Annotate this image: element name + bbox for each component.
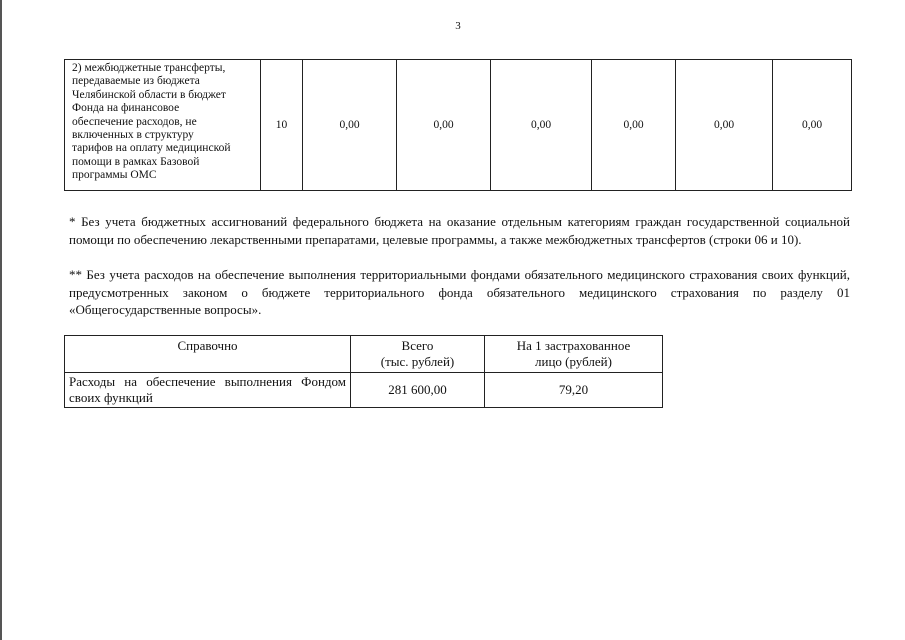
table-row (65, 60, 852, 191)
reference-per-person-value: 79,20 (485, 373, 663, 408)
expenses-table (64, 59, 852, 191)
reference-table (64, 335, 663, 408)
row-value-5: 0,00 (676, 60, 773, 191)
table-row (65, 373, 663, 408)
reference-header-total: Всего (тыс. рублей) (351, 336, 485, 373)
page-left-edge (0, 0, 2, 640)
reference-row-label: Расходы на обеспечение выполнения Фондом своих функций (65, 373, 351, 408)
row-line-code: 10 (261, 60, 303, 191)
row-description: 2) межбюджетные трансферты, передаваемые из бюджета Челябинской области в бюджет Фонда на финансовое обеспечение расходов, не включенных в структуру тарифов на оплату медицинской помощи в рамках Базовой программы ОМС (65, 60, 261, 191)
reference-header-label: Справочно (65, 336, 351, 373)
row-value-4: 0,00 (592, 60, 676, 191)
reference-header-per-person: На 1 застрахованное лицо (рублей) (485, 336, 663, 373)
footnote-2: ** Без учета расходов на обеспечение выполнения территориальными фондами обязательного медицинского страхования своих функций, предусмотренных законом о бюджете территориального фонда обязательного медицинского страхования по разделу 01 «Общегосударственные вопросы». (69, 267, 850, 317)
footnote-1: * Без учета бюджетных ассигнований федерального бюджета на оказание отдельным категориям граждан государственной социальной помощи по обеспечению лекарственными препаратами, целевые программы, а также межбюджетных трансфертов (строки 06 и 10). (69, 214, 850, 247)
row-value-1: 0,00 (303, 60, 397, 191)
page-number: 3 (455, 20, 461, 32)
reference-total-value: 281 600,00 (351, 373, 485, 408)
reference-header-row (65, 336, 663, 373)
row-value-6: 0,00 (773, 60, 852, 191)
row-value-2: 0,00 (397, 60, 491, 191)
row-value-3: 0,00 (491, 60, 592, 191)
